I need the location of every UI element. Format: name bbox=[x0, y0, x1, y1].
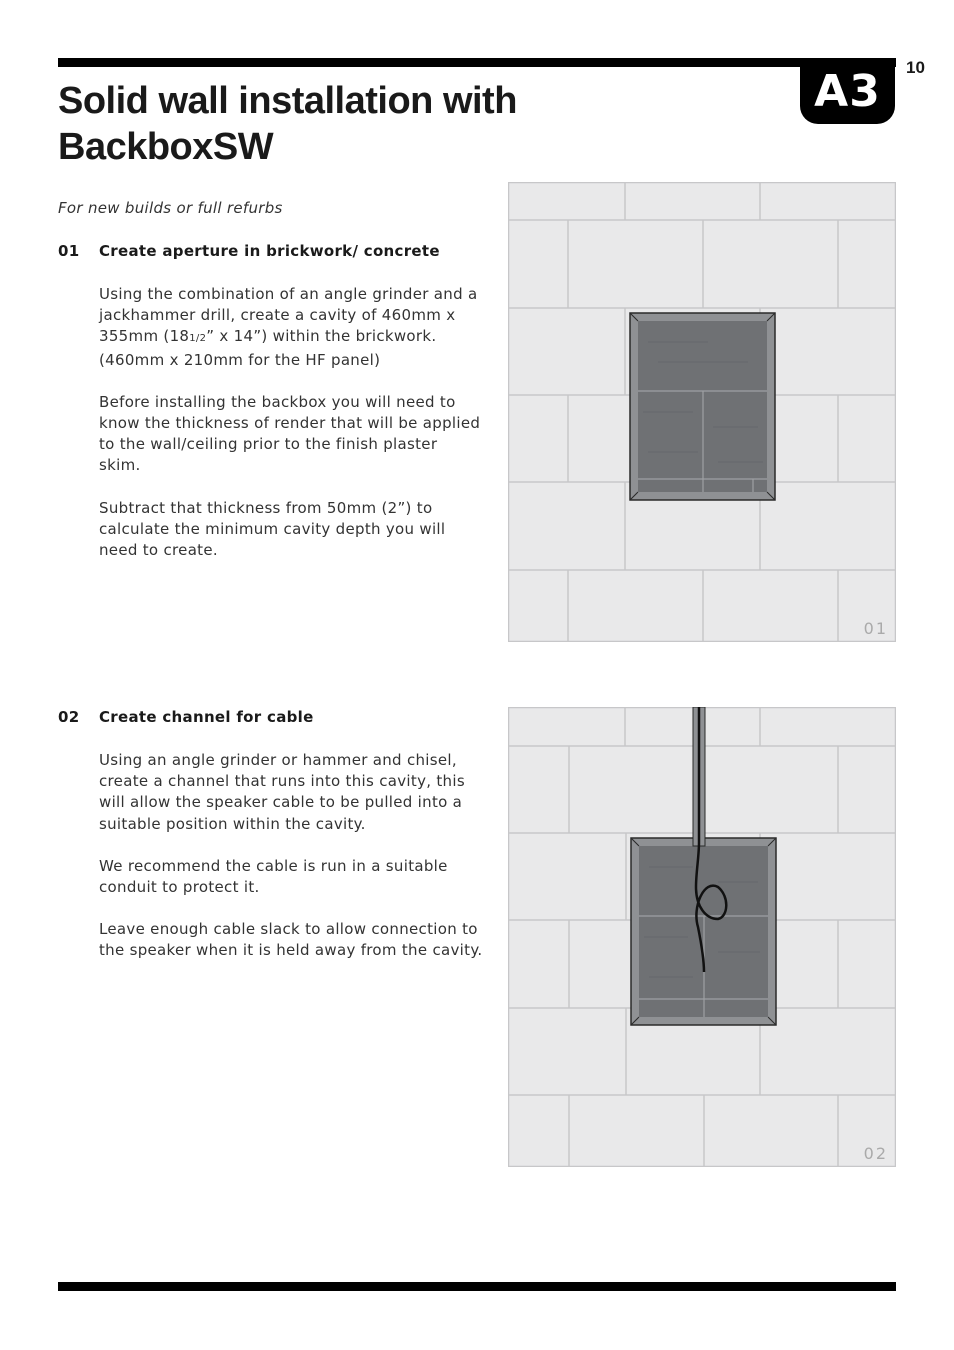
figure-02-drawing bbox=[508, 707, 896, 1167]
figure-01-drawing bbox=[508, 182, 896, 642]
figure-02-brick-wall-cable-channel bbox=[508, 707, 896, 1167]
page-subtitle: For new builds or full refurbs bbox=[58, 199, 283, 217]
step-02 bbox=[58, 708, 483, 983]
step-02-header bbox=[58, 708, 483, 726]
step-01-p1-text-end: ” x 14”) within the brickwork. (460mm x 210mm for the HF panel) bbox=[99, 327, 437, 369]
step-01-heading: Create aperture in brickwork/ concrete bbox=[99, 242, 440, 260]
step-02-heading: Create channel for cable bbox=[99, 708, 314, 726]
bottom-rule bbox=[58, 1282, 896, 1291]
step-01-body bbox=[99, 284, 483, 561]
step-01-paragraph-3: Subtract that thickness from 50mm (2”) to calculate the minimum cavity depth you will need to create. bbox=[99, 498, 446, 560]
figure-02-cavity bbox=[631, 838, 776, 1025]
page-number: 10 bbox=[906, 58, 925, 77]
step-01-p1-text: Using the combination of an angle grinder and a jackhammer drill, create a cavity of 460mm x 355mm (18 bbox=[99, 285, 478, 346]
step-01 bbox=[58, 242, 483, 582]
section-badge: A3 bbox=[800, 58, 895, 124]
step-01-header bbox=[58, 242, 483, 260]
page-title bbox=[58, 78, 698, 170]
figure-01-cavity bbox=[630, 313, 775, 500]
step-01-number: 01 bbox=[58, 242, 80, 260]
step-02-paragraph-3: Leave enough cable slack to allow connection to the speaker when it is held away from the cavity. bbox=[99, 920, 483, 960]
step-02-paragraph-2: We recommend the cable is run in a suitable conduit to protect it. bbox=[99, 856, 448, 897]
figure-01-label: 01 bbox=[863, 619, 888, 638]
step-01-paragraph-1 bbox=[99, 284, 483, 371]
page-title-line-2: BackboxSW bbox=[58, 126, 274, 168]
step-02-number: 02 bbox=[58, 708, 80, 726]
figure-02-label: 02 bbox=[863, 1144, 888, 1163]
figure-01-brick-wall-cavity bbox=[508, 182, 896, 642]
page-title-line-1: Solid wall installation with bbox=[58, 80, 517, 122]
step-02-body bbox=[99, 750, 483, 962]
step-01-paragraph-2: Before installing the backbox you will need to know the thickness of render that will be applied to the wall/ceiling prior to the finish plaster skim. bbox=[99, 392, 481, 475]
top-rule bbox=[58, 58, 896, 67]
step-01-p1-fraction: 1/2 bbox=[189, 333, 207, 345]
step-02-paragraph-1: Using an angle grinder or hammer and chisel, create a channel that runs into this cavity, this will allow the speaker cable to be pulled into a suitable position within the cavity. bbox=[99, 751, 465, 833]
